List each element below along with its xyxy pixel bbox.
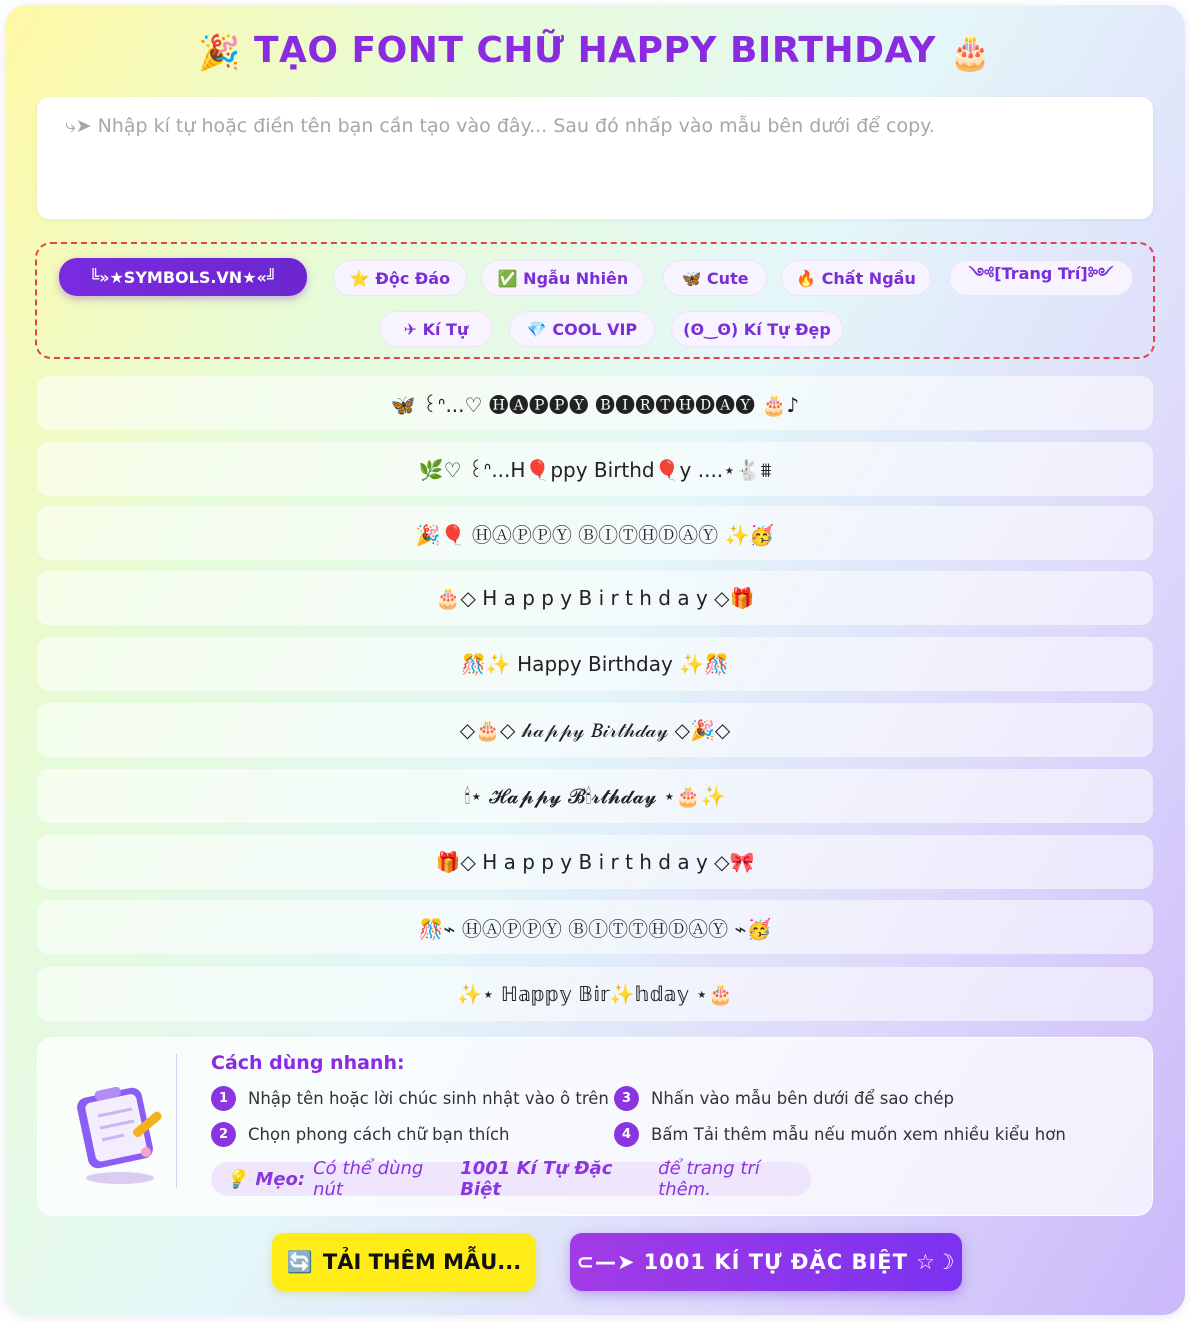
load-more-label: TẢI THÊM MẪU... (322, 1250, 522, 1274)
font-sample-row[interactable]: 🎊✨ Happy Birthday ✨🎊 (37, 637, 1153, 691)
step-text: Bấm Tải thêm mẫu nếu muốn xem nhiều kiểu hơn (651, 1125, 1066, 1144)
font-sample-row[interactable]: 🌿♡ ꒰ᐢ...H🎈ppy Birthd🎈y ....⋆🐇⩩ (37, 442, 1153, 496)
step-number: 4 (614, 1122, 639, 1147)
page-title-text: TẠO FONT CHỮ HAPPY BIRTHDAY (254, 30, 936, 71)
quick-guide-panel (37, 1037, 1153, 1216)
tip-text-end: để trang trí thêm. (658, 1158, 760, 1200)
category-ngau-nhien[interactable]: ✅ Ngẫu Nhiên (481, 260, 645, 296)
text-input-container (37, 97, 1153, 219)
tip-text: Có thể dùng nút (313, 1158, 424, 1200)
step-number: 3 (614, 1086, 639, 1111)
font-sample-row[interactable]: 🎊⌁ ⒽⒶⓅⓅⓎ ⒷⒾⓉⓉⒽⒹⒶⓎ ⌁🥳 (37, 900, 1153, 954)
party-popper-icon: 🎉 (198, 33, 241, 73)
special-characters-label: 1001 KÍ TỰ ĐẶC BIỆT (643, 1250, 908, 1274)
category-trang-tri[interactable]: ༺[Trang Trí]༻ (949, 260, 1133, 296)
font-sample-row[interactable]: 🎉🎈 ⒽⒶⓅⓅⓎ ⒷⒾⓉⒽⒹⒶⓎ ✨🥳 (37, 506, 1153, 560)
special-characters-button[interactable] (570, 1233, 962, 1291)
category-chat-ngau[interactable]: 🔥 Chất Ngầu (781, 260, 931, 296)
refresh-icon: 🔄 (286, 1249, 313, 1274)
name-input[interactable] (37, 97, 1153, 219)
step-text: Nhấn vào mẫu bên dưới để sao chép (651, 1089, 954, 1108)
step-number: 1 (211, 1086, 236, 1111)
load-more-button[interactable] (272, 1233, 536, 1291)
category-cute[interactable]: 🦋 Cute (663, 260, 767, 296)
step-text: Nhập tên hoặc lời chúc sinh nhật vào ô trên (248, 1089, 609, 1108)
font-sample-row[interactable]: 🎁◇ H a p p y B i r t h d a y ◇🎀 (37, 835, 1153, 889)
category-cool-vip[interactable]: 💎 COOL VIP (509, 311, 655, 347)
font-sample-row[interactable]: ✨⋆ ℍ𝕒𝕡𝕡𝕪 𝔹𝕚𝕣✨𝕙𝕕𝕒𝕪 ⋆🎂 (37, 967, 1153, 1021)
guide-divider (176, 1054, 177, 1188)
font-sample-row[interactable]: 🦋 ꒰ᐢ...♡ 🅗🅐🅟🅟🅨 🅑🅘🅡🅣🅗🅓🅐🅨 🎂♪ (37, 376, 1153, 430)
guide-step (614, 1122, 1066, 1147)
guide-step (211, 1122, 510, 1147)
tip-highlight: 1001 Kí Tự Đặc Biệt (460, 1158, 613, 1200)
guide-step (614, 1086, 954, 1111)
guide-title: Cách dùng nhanh: (211, 1052, 405, 1074)
category-ki-tu[interactable]: ✈ Kí Tự (379, 311, 493, 347)
star-moon-icon: ☆☽ (915, 1250, 956, 1274)
category-ki-tu-dep[interactable]: (ʘ‿ʘ) Kí Tự Đẹp (671, 311, 843, 347)
category-panel (35, 242, 1155, 359)
step-number: 2 (211, 1122, 236, 1147)
clipboard-pencil-icon (60, 1058, 180, 1198)
cake-icon: 🎂 (949, 33, 992, 73)
lightbulb-icon: 💡 (225, 1168, 248, 1190)
page-title (0, 30, 1190, 73)
tip-label: Mẹo: (255, 1168, 306, 1190)
tip-banner (211, 1158, 811, 1200)
font-sample-row[interactable]: 🎂◇ H a p p y B i r t h d a y ◇🎁 (37, 571, 1153, 625)
category-symbols-vn[interactable]: ╚»★SYMBOLS.VN★«╝ (59, 258, 307, 296)
arrow-icon: ⊂—➤ (576, 1250, 636, 1274)
font-sample-row[interactable]: 🕯⋆ 𝓗𝓪𝓹𝓹𝔂 𝓑🕯𝓻𝓽𝓱𝓭𝓪𝔂 ⋆🎂✨ (37, 769, 1153, 823)
step-text: Chọn phong cách chữ bạn thích (248, 1125, 510, 1144)
guide-step (211, 1086, 609, 1111)
font-sample-row[interactable]: ◇🎂◇ 𝒽𝒶𝓅𝓅𝓎 𝐵𝒾𝓇𝓉𝒽𝒹𝒶𝓎 ◇🎉◇ (37, 703, 1153, 757)
category-doc-dao[interactable]: ⭐ Độc Đáo (333, 260, 467, 296)
